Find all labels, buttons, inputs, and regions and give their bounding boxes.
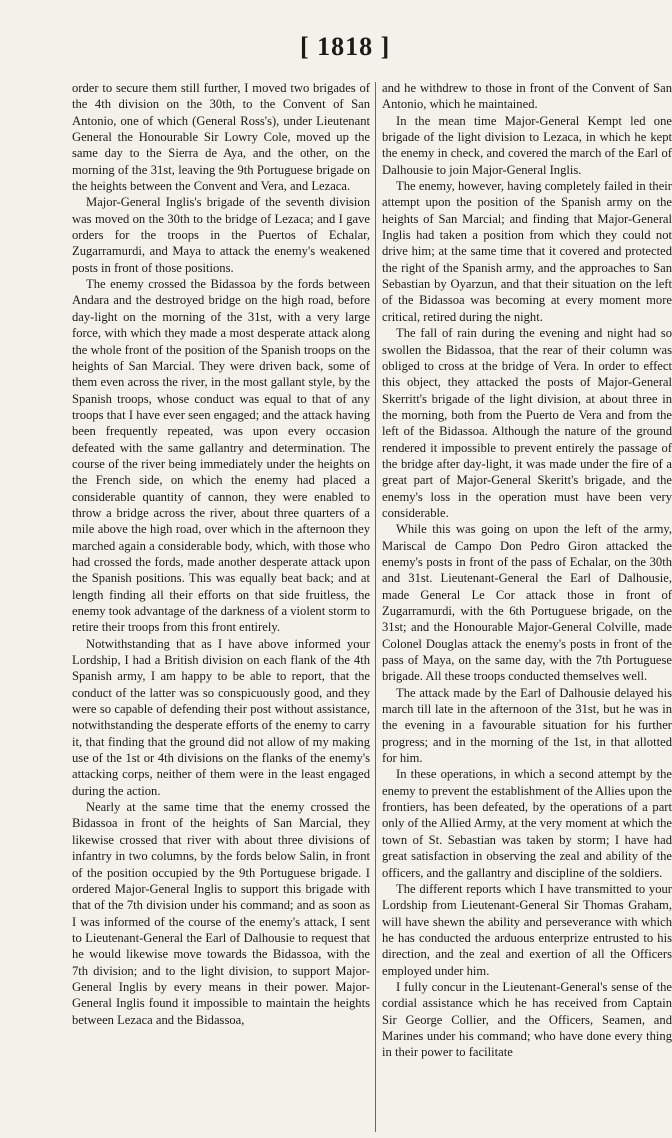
paragraph: I fully concur in the Lieutenant-General's sense of the cordial assistance which he has received from Captain Sir George Collier, and the Officers, Seamen, and Marines under his command; who have done every thing in their power to facilitate [382, 979, 672, 1060]
paragraph: The enemy, however, having completely failed in their attempt upon the position of the Spanish army on the heights of San Marcial; and finding that Major-General Inglis had taken a position from which they could not drive him; at the same time that it covered and protected the right of the Spanish army, and the approaches to San Sebastian by Oyarzun, and that their situation on the left of the Bidassoa was becoming at every moment more critical, retired during the night. [382, 179, 672, 324]
right-column [382, 80, 672, 1061]
paragraph: Nearly at the same time that the enemy crossed the Bidassoa in front of the heights of San Marcial, they likewise crossed that river with about three divisions of infantry in two columns, by the fords below Salin, in front of the position occupied by the 9th Portuguese brigade. I ordered Major-General Inglis to support this brigade with that of the 7th division under his command; and as soon as I was informed of the course of the enemy's attack, I sent to Lieutenant-General the Earl of Dalhousie to request that he would likewise move towards the Bidassoa, with the 7th division; and to the light division, to support Major-General Inglis by every means in their power. Major-General Inglis found it impossible to maintain the heights between Lezaca and the Bidassoa, [72, 800, 370, 1027]
paragraph: The fall of rain during the evening and night had so swollen the Bidassoa, that the rear of their column was obliged to cross at the bridge of Vera. In order to effect this object, they attacked the posts of Major-General Skerritt's brigade of the light division, at about three in the morning, both from the Puerto de Vera and from the left of the Bidassoa. Although the nature of the ground rendered it impossible to prevent entirely the passage of the bridge after day-light, it was made under the fire of a great part of Major-General Skeritt's brigade, and the enemy's loss in the operation must have been very considerable. [382, 326, 672, 520]
page-number-header: [ 1818 ] [300, 32, 391, 61]
paragraph: and he withdrew to those in front of the Convent of San Antonio, which he maintained. [382, 81, 672, 112]
paragraph: In these operations, in which a second attempt by the enemy to prevent the establishment of the Allies upon the frontiers, has been defeated, by the operations of a part only of the Allied Army, at the very moment at which the town of St. Sebastian was taken by storm; I have had great satisfaction in observing the zeal and ability of the officers, and the gallantry and discipline of the soldiers. [382, 767, 672, 880]
paragraph: The enemy crossed the Bidassoa by the fords between Andara and the destroyed bridge on the high road, before day-light on the morning of the 31st, with a very large force, with which they made a most desperate attack along the whole front of the position of the Spanish troops on the heights of San Marcial. They were driven back, some of them even across the river, in the most gallant style, by the Spanish troops, whose conduct was equal to that of any troops that I have ever seen engaged; and the attack having been frequently repeated, was upon every occasion defeated with the same gallantry and determination. The course of the river being immediately under the heights on the French side, on which the enemy had placed a considerable quantity of cannon, they were enabled to throw a bridge across the river, about three quarters of a mile above the high road, over which in the afternoon they marched again a considerable body, which, with those who had crossed the fords, made another desperate attack upon the Spanish positions. This was equally beat back; and at length finding all their efforts on that side fruitless, the enemy took advantage of the darkness of a violent storm to retire their troops from this front entirely. [72, 277, 370, 635]
paragraph: The attack made by the Earl of Dalhousie delayed his march till late in the afternoon of the 31st, but he was in the evening in a favourable situation for his further progress; and in the morning of the 1st, in that allotted for him. [382, 685, 672, 766]
left-column [72, 80, 370, 1028]
paragraph: Notwithstanding that as I have above informed your Lordship, I had a British division on each flank of the 4th Spanish army, I am happy to be able to report, that the conduct of the latter was so conspicuously good, and they were so capable of defending their post without assistance, notwithstanding the desperate efforts of the enemy to carry it, that finding that the ground did not allow of my making use of the 1st or 4th divisions on the flanks of the enemy's attacking corps, neither of them were in the least engaged during the action. [72, 636, 370, 798]
paragraph: order to secure them still further, I moved two brigades of the 4th division on the 30th, to the Convent of San Antonio, one of which (General Ross's), under Lieutenant General the Honourable Sir Lowry Cole, moved up the same day to the Sierra de Aya, and the other, on the morning of the 31st, leaving the 9th Portuguese brigade on the heights between the Convent and Vera, and Lezaca. [72, 81, 370, 194]
paragraph: While this was going on upon the left of the army, Mariscal de Campo Don Pedro Giron attacked the enemy's posts in front of the pass of Echalar, on the 30th and 31st. Lieutenant-General the Earl of Dalhousie, made General Le Cor attack those in front of Zugarramurdi, with the 6th Portuguese brigade, on the 31st; and the Honourable Major-General Colville, made Colonel Douglas attack the enemy's posts in front of the pass of Maya, on the same day, with the 7th Portuguese brigade. All these troops conducted themselves well. [382, 522, 672, 684]
column-rule [375, 82, 376, 1132]
paragraph: The different reports which I have transmitted to your Lordship from Lieutenant-General Sir Thomas Graham, will have shewn the ability and perseverance with which he has conducted the arduous enterprize entrusted to his direction, and the zeal and exertion of all the Officers employed under him. [382, 881, 672, 978]
paragraph: In the mean time Major-General Kempt led one brigade of the light division to Lezaca, in which he kept the enemy in check, and covered the march of the Earl of Dalhousie to join Major-General Inglis. [382, 113, 672, 177]
paragraph: Major-General Inglis's brigade of the seventh division was moved on the 30th to the bridge of Lezaca; and I gave orders for the troops in the Puertos of Echalar, Zugarramurdi, and Maya to attack the enemy's weakened posts in front of those positions. [72, 195, 370, 275]
